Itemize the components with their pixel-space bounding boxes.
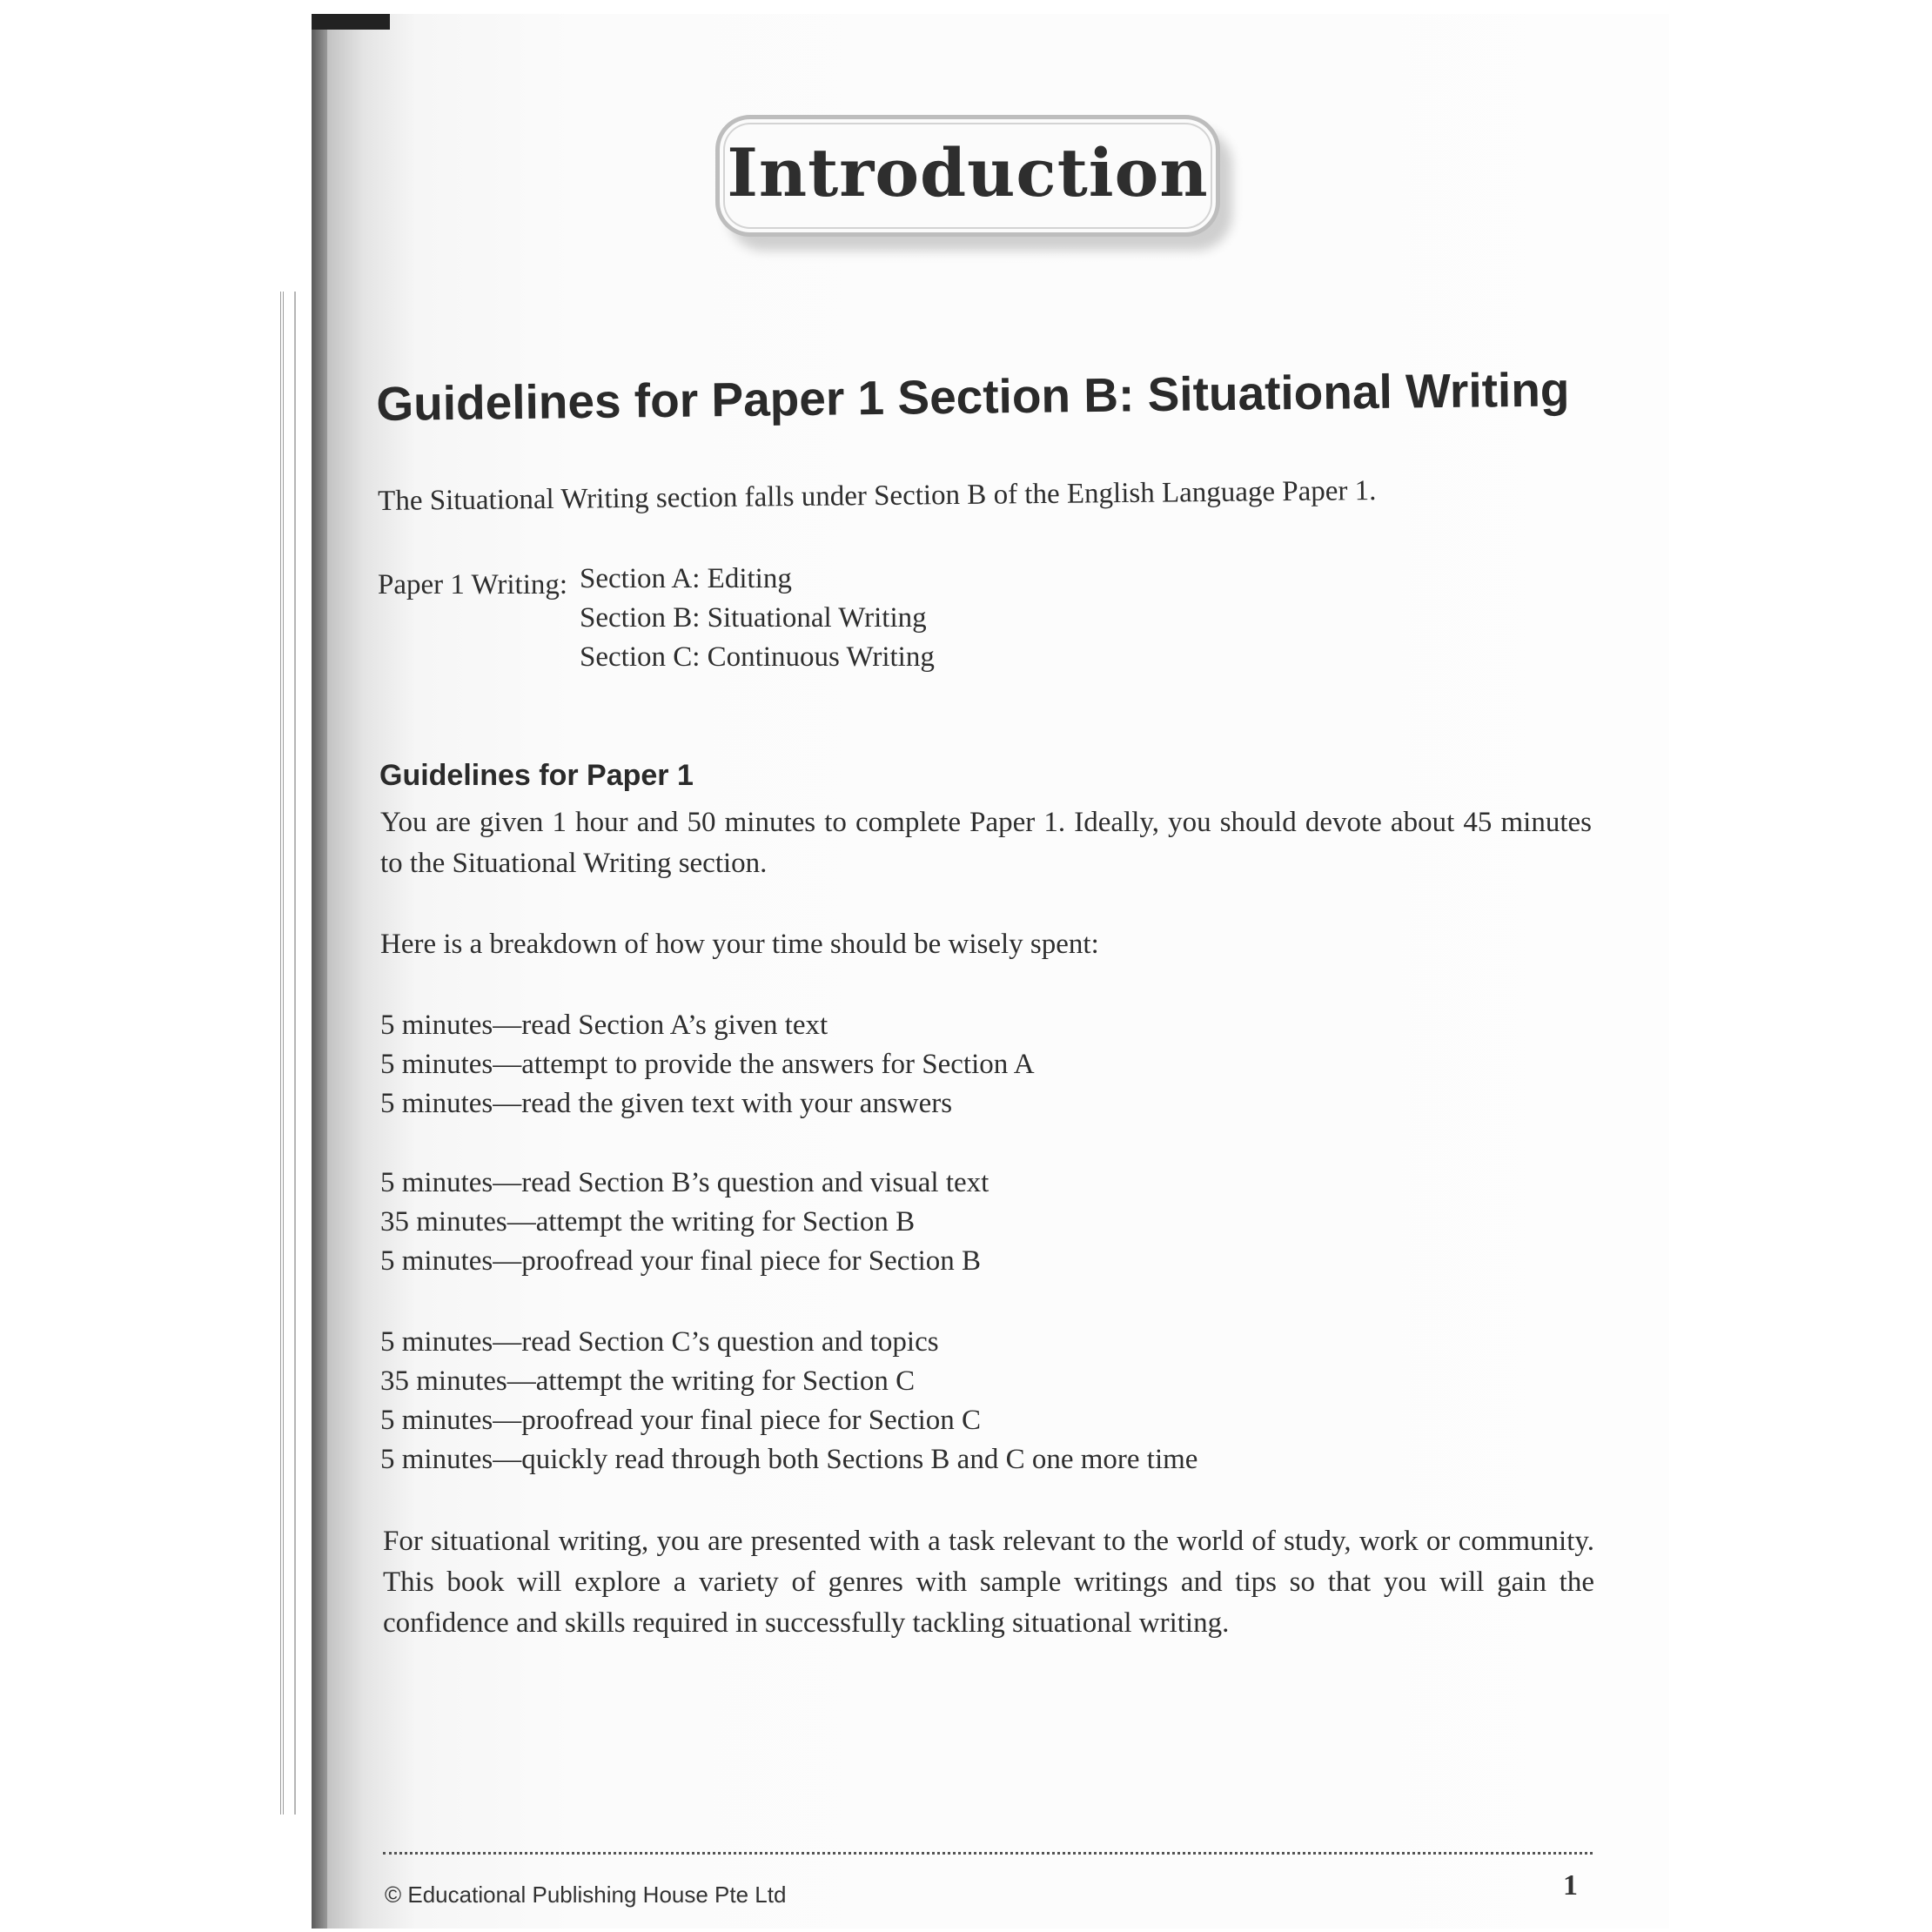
list-item: 5 minutes—read Section B’s question and visual text: [380, 1167, 989, 1198]
list-item: 5 minutes—quickly read through both Sections B and C one more time: [380, 1444, 1198, 1475]
time-paragraph: You are given 1 hour and 50 minutes to complete Paper 1. Ideally, you should devote about 45 minutes to the Situational Writing section.: [380, 807, 1592, 879]
list-item: 35 minutes—attempt the writing for Section C: [380, 1365, 916, 1397]
page-corner-shadow: [312, 14, 390, 30]
list-item: 5 minutes—attempt to provide the answers for Section A: [380, 1049, 1035, 1080]
breakdown-intro: Here is a breakdown of how your time should be wisely spent:: [380, 929, 1099, 960]
list-item: 5 minutes—read Section C’s question and topics: [380, 1326, 939, 1358]
page-number: 1: [1563, 1869, 1578, 1902]
intro-sentence: The Situational Writing section falls under Section B of the English Language Paper 1.: [378, 474, 1377, 517]
title-banner: [715, 115, 1220, 237]
list-item: 5 minutes—read Section A’s given text: [380, 1010, 828, 1041]
closing-paragraph: For situational writing, you are presented with a task relevant to the world of study, work or community. This book will explore a variety of genres with sample writings and tips so that you will gain the confidence and skills required in successfully tackling situational writing.: [383, 1526, 1594, 1639]
paper-section-b: Section B: Situational Writing: [580, 602, 927, 634]
paper-section-a: Section A: Editing: [580, 563, 792, 594]
footer-copyright: © Educational Publishing House Pte Ltd: [385, 1882, 787, 1908]
footer-divider: [383, 1852, 1593, 1855]
section-heading: Guidelines for Paper 1 Section B: Situational Writing: [376, 362, 1570, 431]
list-item: 5 minutes—proofread your final piece for Section B: [380, 1245, 982, 1277]
margin-border-decoration: [280, 292, 296, 1815]
page-title: Introduction: [727, 134, 1209, 211]
subheading: Guidelines for Paper 1: [379, 759, 694, 792]
list-item: 35 minutes—attempt the writing for Section B: [380, 1206, 916, 1238]
page-spine-shadow: [312, 14, 327, 1929]
list-item: 5 minutes—proofread your final piece for Section C: [380, 1405, 982, 1436]
paper-structure-label: Paper 1 Writing:: [378, 569, 568, 600]
list-item: 5 minutes—read the given text with your answers: [380, 1088, 953, 1119]
paper-section-c: Section C: Continuous Writing: [580, 641, 935, 673]
